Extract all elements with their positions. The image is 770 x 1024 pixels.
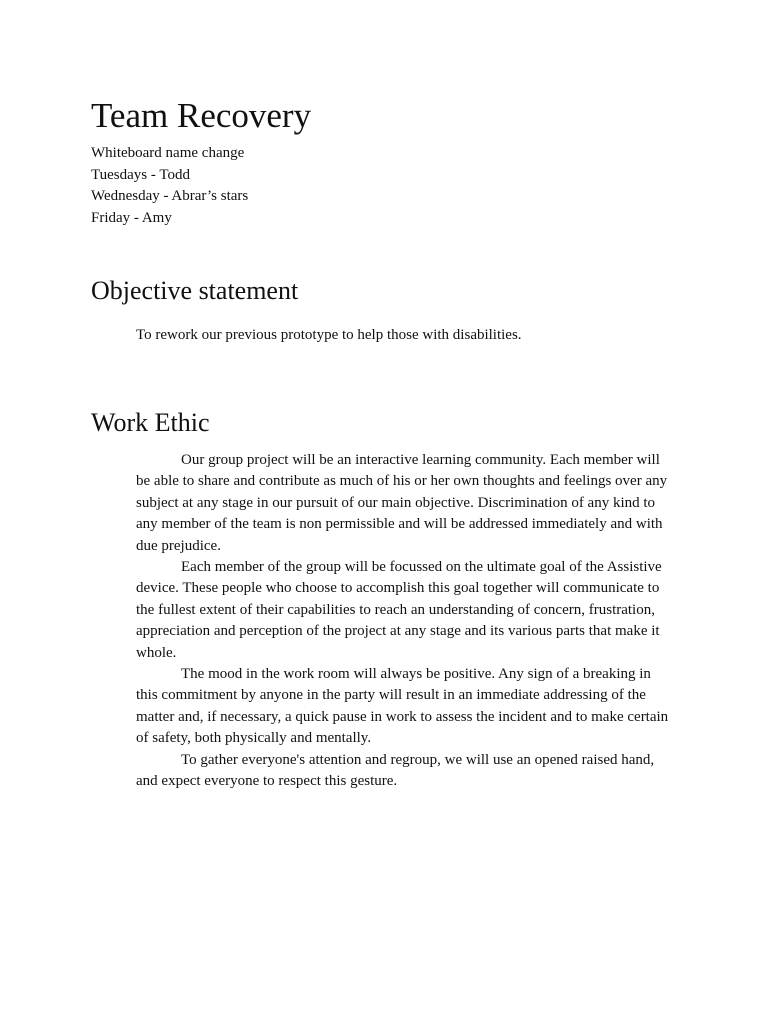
work-ethic-paragraph: To gather everyone's attention and regroup, we will use an opened raised hand, and expect everyone to respect this gesture. (136, 751, 655, 790)
document-title: Team Recovery (91, 96, 312, 135)
schedule-line: Wednesday - Abrar’s stars (91, 188, 249, 204)
work-ethic-paragraph: Our group project will be an interactive learning community. Each member will be able to share and contribute as much of his or her own thoughts and feelings over any subject at any stage in our pursuit of our main objective. Discrimination of any kind to any member of the team is non permissible and will be addressed immediately and with due prejudice. (136, 452, 668, 554)
work-ethic-body (136, 450, 674, 793)
schedule-line: Tuesdays - Todd (91, 166, 190, 183)
schedule-line: Whiteboard name change (91, 145, 245, 161)
schedule-line: Friday - Amy (91, 209, 172, 226)
objective-heading: Objective statement (91, 276, 299, 305)
objective-text: To rework our previous prototype to help those with disabilities. (136, 327, 522, 343)
work-ethic-heading: Work Ethic (91, 408, 210, 437)
work-ethic-paragraph: The mood in the work room will always be positive. Any sign of a breaking in this commitment by anyone in the party will result in an immediate addressing of the matter and, if necessary, a quick pause in work to assess the incident and to make certain of safety, both physically and mentally. (136, 666, 669, 747)
work-ethic-paragraph: Each member of the group will be focussed on the ultimate goal of the Assistive device. These people who choose to accomplish this goal together will communicate to the fullest extent of their capabilities to reach an understanding of concern, frustration, appreciation and perception of the project at any stage and its various parts that make it whole. (136, 559, 662, 661)
schedule-list (91, 143, 248, 229)
